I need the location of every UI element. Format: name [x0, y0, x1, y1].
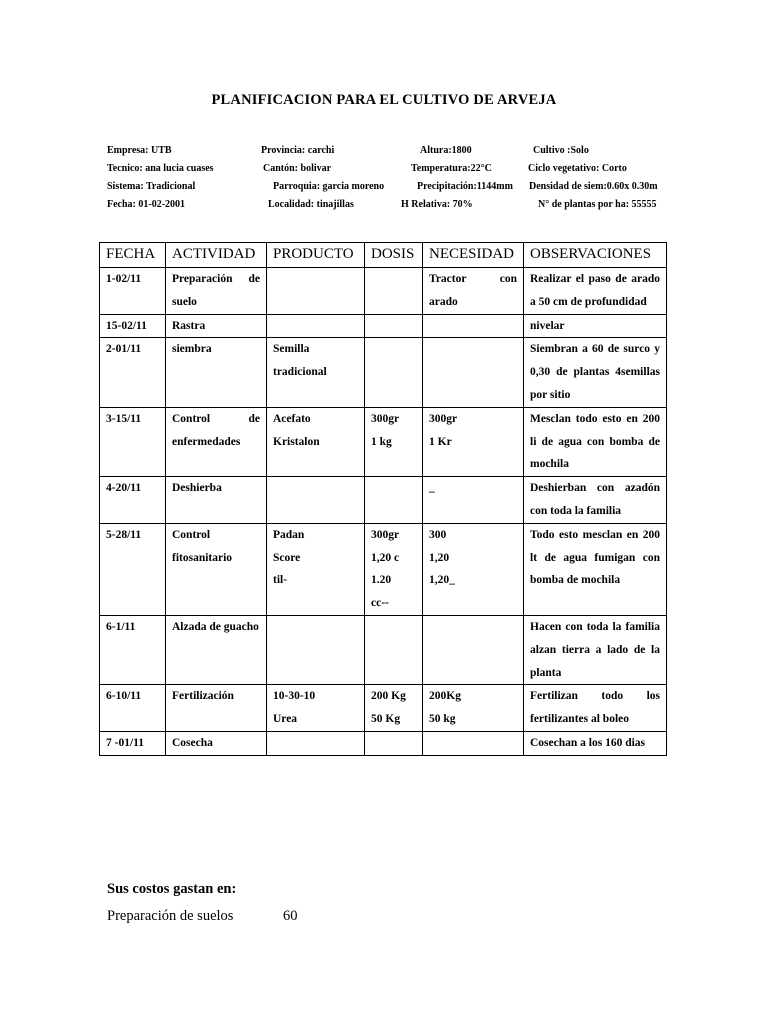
cell-observaciones: Realizar el paso de arado a 50 cm de profundidad: [524, 268, 667, 315]
meta-temperatura: Temperatura:22°C: [411, 163, 492, 174]
meta-provincia: Provincia: carchi: [261, 145, 335, 156]
cell-necesidad: [423, 731, 524, 755]
costs-heading: Sus costos gastan en:: [107, 881, 237, 897]
cell-dosis: 300gr 1,20 c 1.20 cc--: [365, 523, 423, 615]
cell-necesidad: 300gr 1 Kr: [423, 407, 524, 476]
meta-empresa: Empresa: UTB: [107, 145, 172, 156]
cell-fecha: 7 -01/11: [100, 731, 166, 755]
table-row: [100, 407, 667, 476]
cell-actividad: Rastra: [166, 314, 267, 338]
column-header-dosis: DOSIS: [365, 243, 423, 268]
cell-fecha: 4-20/11: [100, 477, 166, 524]
cell-fecha: 1-02/11: [100, 268, 166, 315]
meta-ciclo: Ciclo vegetativo: Corto: [528, 163, 627, 174]
cell-fecha: 2-01/11: [100, 338, 166, 407]
meta-altura: Altura:1800: [420, 145, 472, 156]
cell-dosis: [365, 338, 423, 407]
cell-observaciones: Siembran a 60 de surco y 0,30 de plantas 4semillas por sitio: [524, 338, 667, 407]
cell-dosis: 200 Kg 50 Kg: [365, 685, 423, 732]
meta-canton: Cantón: bolivar: [263, 163, 332, 174]
meta-precipitacion: Precipitación:1144mm: [417, 181, 513, 192]
cell-observaciones: Deshierban con azadón con toda la familia: [524, 477, 667, 524]
cell-actividad: siembra: [166, 338, 267, 407]
meta-cultivo: Cultivo :Solo: [533, 145, 589, 156]
table-header-row: [100, 243, 667, 268]
cell-necesidad: [423, 338, 524, 407]
cell-dosis: [365, 268, 423, 315]
cell-producto: Acefato Kristalon: [267, 407, 365, 476]
cell-fecha: 5-28/11: [100, 523, 166, 615]
cell-necesidad: [423, 314, 524, 338]
table-row: [100, 731, 667, 755]
cell-dosis: [365, 615, 423, 684]
column-header-observaciones: OBSERVACIONES: [524, 243, 667, 268]
table-row: [100, 314, 667, 338]
cell-dosis: [365, 477, 423, 524]
meta-parroquia: Parroquia: garcia moreno: [273, 181, 385, 192]
cell-fecha: 6-1/11: [100, 615, 166, 684]
table-row: [100, 615, 667, 684]
cell-observaciones: Mesclan todo esto en 200 li de agua con bomba de mochila: [524, 407, 667, 476]
column-header-necesidad: NECESIDAD: [423, 243, 524, 268]
cell-producto: Semilla tradicional: [267, 338, 365, 407]
meta-densidad: Densidad de siem:0.60x 0.30m: [529, 181, 658, 192]
cell-dosis: 300gr 1 kg: [365, 407, 423, 476]
meta-humedad: H Relativa: 70%: [401, 199, 473, 210]
cell-producto: [267, 615, 365, 684]
meta-fecha: Fecha: 01-02-2001: [107, 199, 186, 210]
table-body: [100, 268, 667, 756]
cell-observaciones: nivelar: [524, 314, 667, 338]
meta-tecnico: Tecnico: ana lucia cuases: [107, 163, 214, 174]
table-row: [100, 523, 667, 615]
cell-necesidad: _: [423, 477, 524, 524]
column-header-producto: PRODUCTO: [267, 243, 365, 268]
table-row: [100, 685, 667, 732]
cell-actividad: Fertilización: [166, 685, 267, 732]
cell-producto: [267, 314, 365, 338]
cell-actividad: Deshierba: [166, 477, 267, 524]
column-header-actividad: ACTIVIDAD: [166, 243, 267, 268]
table-row: [100, 338, 667, 407]
cell-necesidad: 200Kg 50 kg: [423, 685, 524, 732]
cell-necesidad: Tractor con arado: [423, 268, 524, 315]
cell-fecha: 6-10/11: [100, 685, 166, 732]
table-row: [100, 268, 667, 315]
cell-actividad: Preparación de suelo: [166, 268, 267, 315]
cell-actividad: Control de enfermedades: [166, 407, 267, 476]
cell-dosis: [365, 731, 423, 755]
cell-dosis: [365, 314, 423, 338]
cell-observaciones: Todo esto mesclan en 200 lt de agua fumigan con bomba de mochila: [524, 523, 667, 615]
meta-localidad: Localidad: tinajillas: [268, 199, 354, 210]
cell-producto: Padan Score til-: [267, 523, 365, 615]
cell-actividad: Control fitosanitario: [166, 523, 267, 615]
cell-actividad: Alzada de guacho: [166, 615, 267, 684]
table-row: [100, 477, 667, 524]
cell-necesidad: 300 1,20 1,20_: [423, 523, 524, 615]
column-header-fecha: FECHA: [100, 243, 166, 268]
cost-item-value: 60: [283, 908, 298, 924]
cell-producto: [267, 477, 365, 524]
cell-observaciones: Fertilizan todo los fertilizantes al boleo: [524, 685, 667, 732]
cost-item-label: Preparación de suelos: [107, 908, 234, 924]
meta-plantas: N° de plantas por ha: 55555: [538, 199, 657, 210]
cell-producto: [267, 268, 365, 315]
cell-necesidad: [423, 615, 524, 684]
planning-table: [99, 242, 667, 756]
cell-observaciones: Hacen con toda la familia alzan tierra a lado de la planta: [524, 615, 667, 684]
cell-producto: 10-30-10 Urea: [267, 685, 365, 732]
meta-sistema: Sistema: Tradicional: [107, 181, 196, 192]
cell-actividad: Cosecha: [166, 731, 267, 755]
cell-fecha: 3-15/11: [100, 407, 166, 476]
page-title: PLANIFICACION PARA EL CULTIVO DE ARVEJA: [211, 92, 557, 108]
cell-producto: [267, 731, 365, 755]
cell-observaciones: Cosechan a los 160 dias: [524, 731, 667, 755]
cell-fecha: 15-02/11: [100, 314, 166, 338]
